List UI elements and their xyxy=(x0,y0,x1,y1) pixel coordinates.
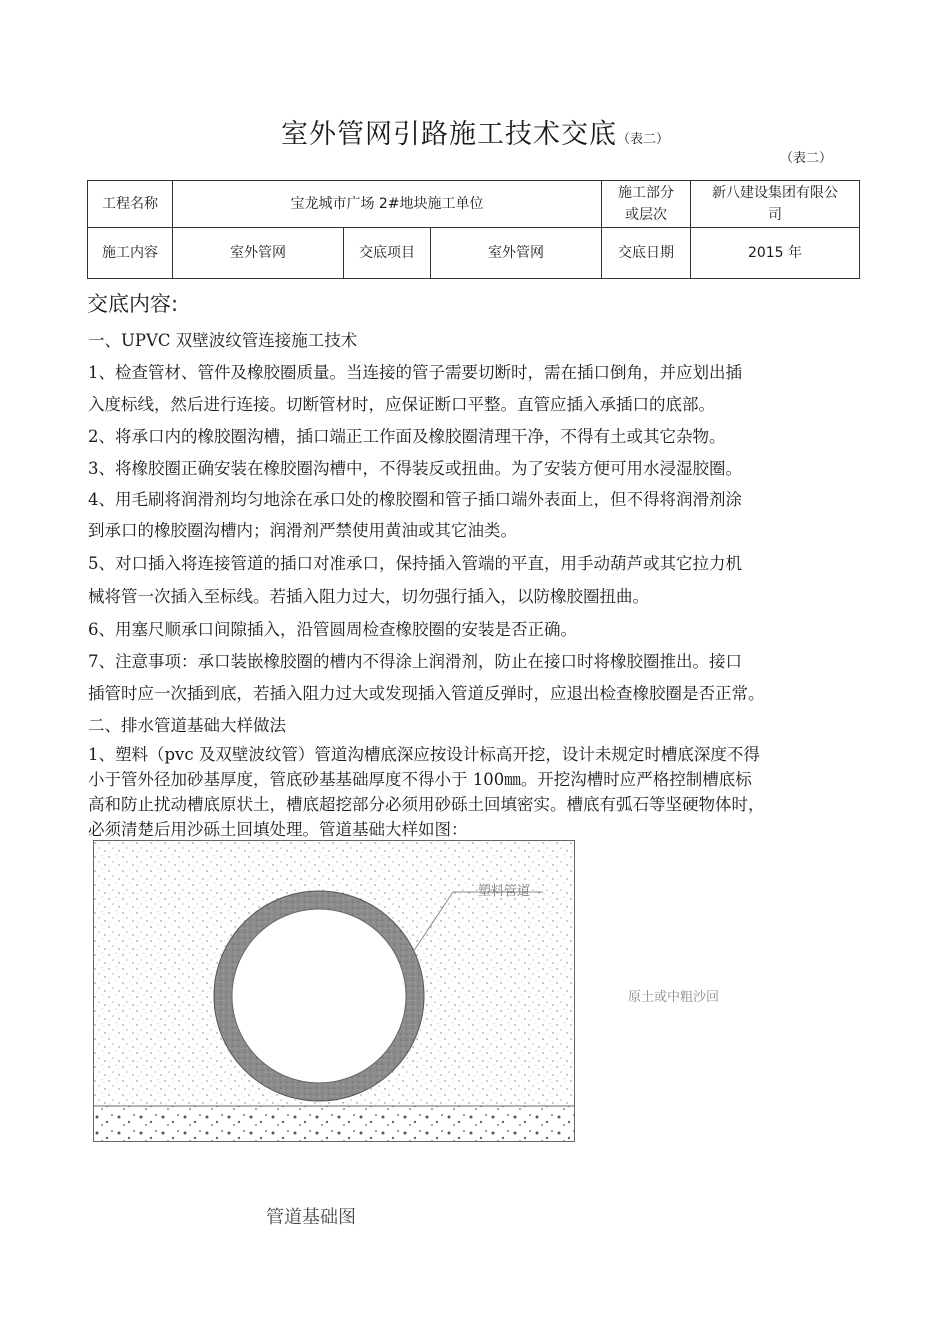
paragraph-3: 3、将橡胶圈正确安装在橡胶圈沟槽中，不得装反或扭曲。为了安装方便可用水浸湿胶圈。 xyxy=(88,459,742,478)
pipe-label: 塑料管道 xyxy=(478,884,531,899)
table-tag: （表二） xyxy=(780,151,833,166)
paragraph-4a: 4、用毛刷将润滑剂均匀地涂在承口处的橡胶圈和管子插口端外表面上，但不得将润滑剂涂 xyxy=(88,490,742,509)
paragraph-1a: 1、检查管材、管件及橡胶圈质量。当连接的管子需要切断时，需在插口倒角，并应划出插 xyxy=(88,363,742,382)
content-value: 室外管网 xyxy=(173,228,344,279)
item-value: 室外管网 xyxy=(431,228,602,279)
title-suffix: （表二） xyxy=(616,132,669,147)
pipe-bore xyxy=(232,909,406,1083)
paragraph-q3: 高和防止扰动槽底原状土，槽底超挖部分必须用砂砾土回填密实。槽底有弧石等坚硬物体时， xyxy=(88,795,765,814)
table-row xyxy=(88,181,860,228)
paragraph-q4: 必须清楚后用沙砾土回填处理。管道基础大样如图： xyxy=(88,820,468,839)
paragraph-s2: 二、排水管道基础大样做法 xyxy=(88,716,286,735)
date-label: 交底日期 xyxy=(602,228,691,279)
paragraph-7b: 插管时应一次插到底，若插入阻力过大或发现插入管道反弹时，应退出检查橡胶圈是否正常。 xyxy=(88,684,765,703)
title-text: 室外管网引路施工技术交底 xyxy=(280,119,617,150)
paragraph-6: 6、用塞尺顺承口间隙插入，沿管圆周检查橡胶圈的安装是否正确。 xyxy=(88,620,577,639)
paragraph-7a: 7、注意事项：承口装嵌橡胶圈的槽内不得涂上润滑剂，防止在接口时将橡胶圈推出。接口 xyxy=(88,652,742,671)
paragraph-q1: 1、塑料（pvc 及双壁波纹管）管道沟槽底深应按设计标高开挖，设计未规定时槽底深度不得 xyxy=(88,745,760,764)
paragraph-5b: 械将管一次插入至标线。若插入阻力过大，切勿强行插入，以防橡胶圈扭曲。 xyxy=(88,587,649,606)
paragraph-2: 2、将承口内的橡胶圈沟槽，插口端正工作面及橡胶圈清理干净，不得有土或其它杂物。 xyxy=(88,427,726,446)
paragraph-q2: 小于管外径加砂基厚度，管底砂基基础厚度不得小于 100㎜。开挖沟槽时应严格控制槽底标 xyxy=(88,770,752,789)
project-value: 宝龙城市广场 2#地块施工单位 xyxy=(173,181,602,228)
company-value: 新八建设集团有限公 司 xyxy=(691,181,860,228)
page-title xyxy=(0,112,950,151)
section-heading: 交底内容: xyxy=(87,292,179,316)
info-table xyxy=(87,180,860,279)
soil-label: 原土或中粗沙回 xyxy=(628,990,720,1005)
section-label: 施工部分 或层次 xyxy=(602,181,691,228)
sand-gravel-base xyxy=(94,1106,574,1141)
paragraph-5a: 5、对口插入将连接管道的插口对准承口，保持插入管端的平直，用手动葫芦或其它拉力机 xyxy=(88,554,742,573)
date-value: 2015 年 xyxy=(691,228,860,279)
paragraph-1b: 入度标线，然后进行连接。切断管材时，应保证断口平整。直管应插入承插口的底部。 xyxy=(88,395,715,414)
figure-caption: 管道基础图 xyxy=(266,1207,356,1228)
item-label: 交底项目 xyxy=(344,228,431,279)
table-row xyxy=(88,228,860,279)
paragraph-4b: 到承口的橡胶圈沟槽内；润滑剂严禁使用黄油或其它油类。 xyxy=(88,521,517,540)
paragraph-s1: 一、UPVC 双壁波纹管连接施工技术 xyxy=(88,331,358,350)
project-label: 工程名称 xyxy=(88,181,173,228)
content-label: 施工内容 xyxy=(88,228,173,279)
